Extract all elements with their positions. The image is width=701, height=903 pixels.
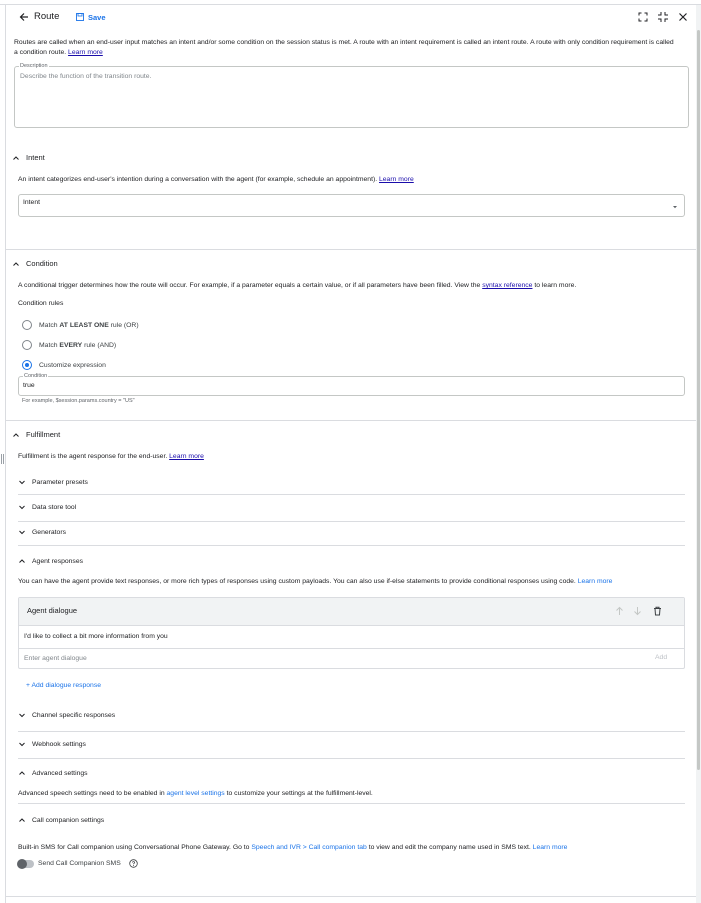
chevron-up-icon	[18, 557, 26, 565]
agent-responses-learn-more-link[interactable]: Learn more	[577, 578, 613, 585]
call-companion-learn-more-link[interactable]: Learn more	[532, 844, 568, 851]
channel-specific-title: Channel specific responses	[32, 711, 116, 719]
agent-dialogue-input[interactable]: Enter agent dialogue	[24, 655, 87, 662]
divider	[18, 545, 685, 546]
agent-responses-description: You can have the agent provide text responses, or more rich types of responses using custom payloads. You can also use if-else statements to provide conditional responses using code. Learn more	[18, 578, 613, 585]
agent-dialogue-title: Agent dialogue	[27, 606, 78, 615]
divider	[18, 521, 685, 522]
condition-field-label: Condition	[24, 373, 48, 379]
description-textarea[interactable]	[14, 63, 689, 128]
intent-section-header[interactable]	[12, 153, 45, 162]
arrow-back-icon[interactable]	[18, 11, 30, 23]
radio-label: Match AT LEAST ONE rule (OR)	[39, 321, 139, 329]
fulfillment-section-title: Fulfillment	[26, 430, 61, 439]
chevron-up-icon	[18, 769, 26, 777]
condition-section-header[interactable]	[12, 259, 58, 268]
section-divider	[6, 896, 696, 897]
fulfillment-section-header[interactable]	[12, 430, 60, 439]
channel-specific-header[interactable]	[18, 711, 115, 719]
left-divider	[5, 5, 6, 903]
intro-learn-more-link[interactable]: Learn more	[68, 49, 103, 56]
description-label: Description	[20, 63, 48, 69]
parameter-presets-title: Parameter presets	[32, 478, 88, 486]
intent-description: An intent categorizes end-user's intention during a conversation with the agent (for example, schedule an appointment). Learn more	[18, 176, 414, 183]
advanced-settings-title: Advanced settings	[32, 769, 88, 777]
chevron-up-icon	[12, 154, 20, 162]
chevron-down-icon	[18, 503, 26, 511]
save-icon	[76, 13, 84, 21]
webhook-settings-header[interactable]	[18, 740, 86, 748]
intent-learn-more-link[interactable]: Learn more	[379, 176, 414, 183]
delete-icon[interactable]	[653, 606, 662, 616]
radio-button	[22, 340, 32, 350]
radio-button	[22, 320, 32, 330]
radio-button-selected	[22, 360, 32, 370]
save-button[interactable]	[76, 11, 106, 23]
agent-dialogue-card	[18, 597, 685, 669]
description-placeholder: Describe the function of the transition route.	[20, 73, 152, 80]
call-companion-description: Built-in SMS for Call companion using Conversational Phone Gateway. Go to Speech and IVR > Call companion tab to view and edit the company name used in SMS text. Learn more	[18, 844, 568, 851]
collapse-panel-icon[interactable]	[657, 11, 669, 23]
route-intro-text: Routes are called when an end-user input matches an intent and/or some condition on the session status is met. A route with an intent requirement is called an intent route. A route with only condition requirement is called a condition route. Learn more	[14, 39, 674, 56]
divider	[19, 648, 684, 649]
arrow-up-icon[interactable]	[615, 606, 624, 616]
syntax-reference-link[interactable]: syntax reference	[482, 282, 533, 289]
condition-field-value: true	[23, 382, 35, 389]
arrow-down-icon[interactable]	[633, 606, 642, 616]
divider	[18, 494, 685, 495]
chevron-down-icon	[18, 478, 26, 486]
agent-responses-title: Agent responses	[32, 557, 84, 565]
intent-section-title: Intent	[26, 153, 45, 162]
advanced-settings-description: Advanced speech settings need to be enabled in agent level settings to customize your settings at the fulfillment-level.	[18, 790, 373, 797]
condition-section-title: Condition	[26, 259, 58, 268]
condition-hint: For example, $session.params.country = "US"	[22, 398, 135, 404]
chevron-up-icon	[12, 260, 20, 268]
resize-handle[interactable]	[1, 454, 4, 464]
send-sms-label: Send Call Companion SMS	[38, 860, 121, 867]
chevron-up-icon	[18, 816, 26, 824]
condition-rules-label: Condition rules	[18, 300, 64, 307]
call-companion-header[interactable]	[18, 816, 104, 824]
agent-dialogue-header	[19, 598, 684, 626]
radio-label: Match EVERY rule (AND)	[39, 341, 117, 349]
panel-header	[6, 5, 696, 29]
add-dialogue-response-button[interactable]: + Add dialogue response	[26, 682, 102, 689]
agent-responses-header[interactable]	[18, 557, 83, 565]
parameter-presets-header[interactable]	[18, 478, 88, 486]
webhook-settings-title: Webhook settings	[32, 740, 86, 748]
call-companion-tab-link[interactable]: Speech and IVR > Call companion tab	[251, 844, 367, 851]
chevron-up-icon	[12, 431, 20, 439]
chevron-down-icon	[18, 740, 26, 748]
intent-select-value: Intent	[23, 199, 41, 206]
toggle-knob	[17, 859, 27, 869]
close-icon[interactable]	[677, 11, 689, 23]
section-divider	[6, 249, 696, 250]
add-dialogue-button[interactable]: Add	[655, 654, 668, 661]
radio-customize-expression[interactable]	[22, 360, 106, 370]
condition-description: A conditional trigger determines how the route will occur. For example, if a parameter equals a certain value, or if all parameters have been filled. View the syntax reference to learn more.	[18, 282, 577, 289]
agent-level-settings-link[interactable]: agent level settings	[166, 790, 225, 797]
generators-header[interactable]	[18, 528, 66, 536]
data-store-tool-title: Data store tool	[32, 503, 77, 511]
radio-match-every[interactable]	[22, 340, 116, 350]
intent-select[interactable]	[18, 194, 685, 217]
divider	[18, 758, 685, 759]
save-label: Save	[88, 12, 106, 22]
help-icon[interactable]	[129, 859, 138, 868]
scrollbar-thumb[interactable]	[697, 30, 700, 770]
generators-title: Generators	[32, 528, 67, 536]
condition-input[interactable]	[18, 373, 685, 396]
data-store-tool-header[interactable]	[18, 503, 76, 511]
divider	[18, 803, 685, 804]
dropdown-arrow-icon	[672, 204, 678, 210]
divider	[18, 731, 685, 732]
section-divider	[6, 420, 696, 421]
advanced-settings-header[interactable]	[18, 769, 88, 777]
radio-match-at-least-one[interactable]	[22, 320, 139, 330]
call-companion-title: Call companion settings	[32, 816, 105, 824]
send-sms-toggle[interactable]	[18, 860, 34, 868]
fulfillment-learn-more-link[interactable]: Learn more	[169, 453, 204, 460]
chevron-down-icon	[18, 711, 26, 719]
fulfillment-description: Fulfillment is the agent response for the end-user. Learn more	[18, 453, 204, 460]
page-title: Route	[34, 11, 60, 22]
radio-label: Customize expression	[39, 361, 106, 369]
agent-dialogue-line[interactable]: I'd like to collect a bit more information from you	[24, 633, 168, 640]
fullscreen-icon[interactable]	[637, 11, 649, 23]
chevron-down-icon	[18, 528, 26, 536]
